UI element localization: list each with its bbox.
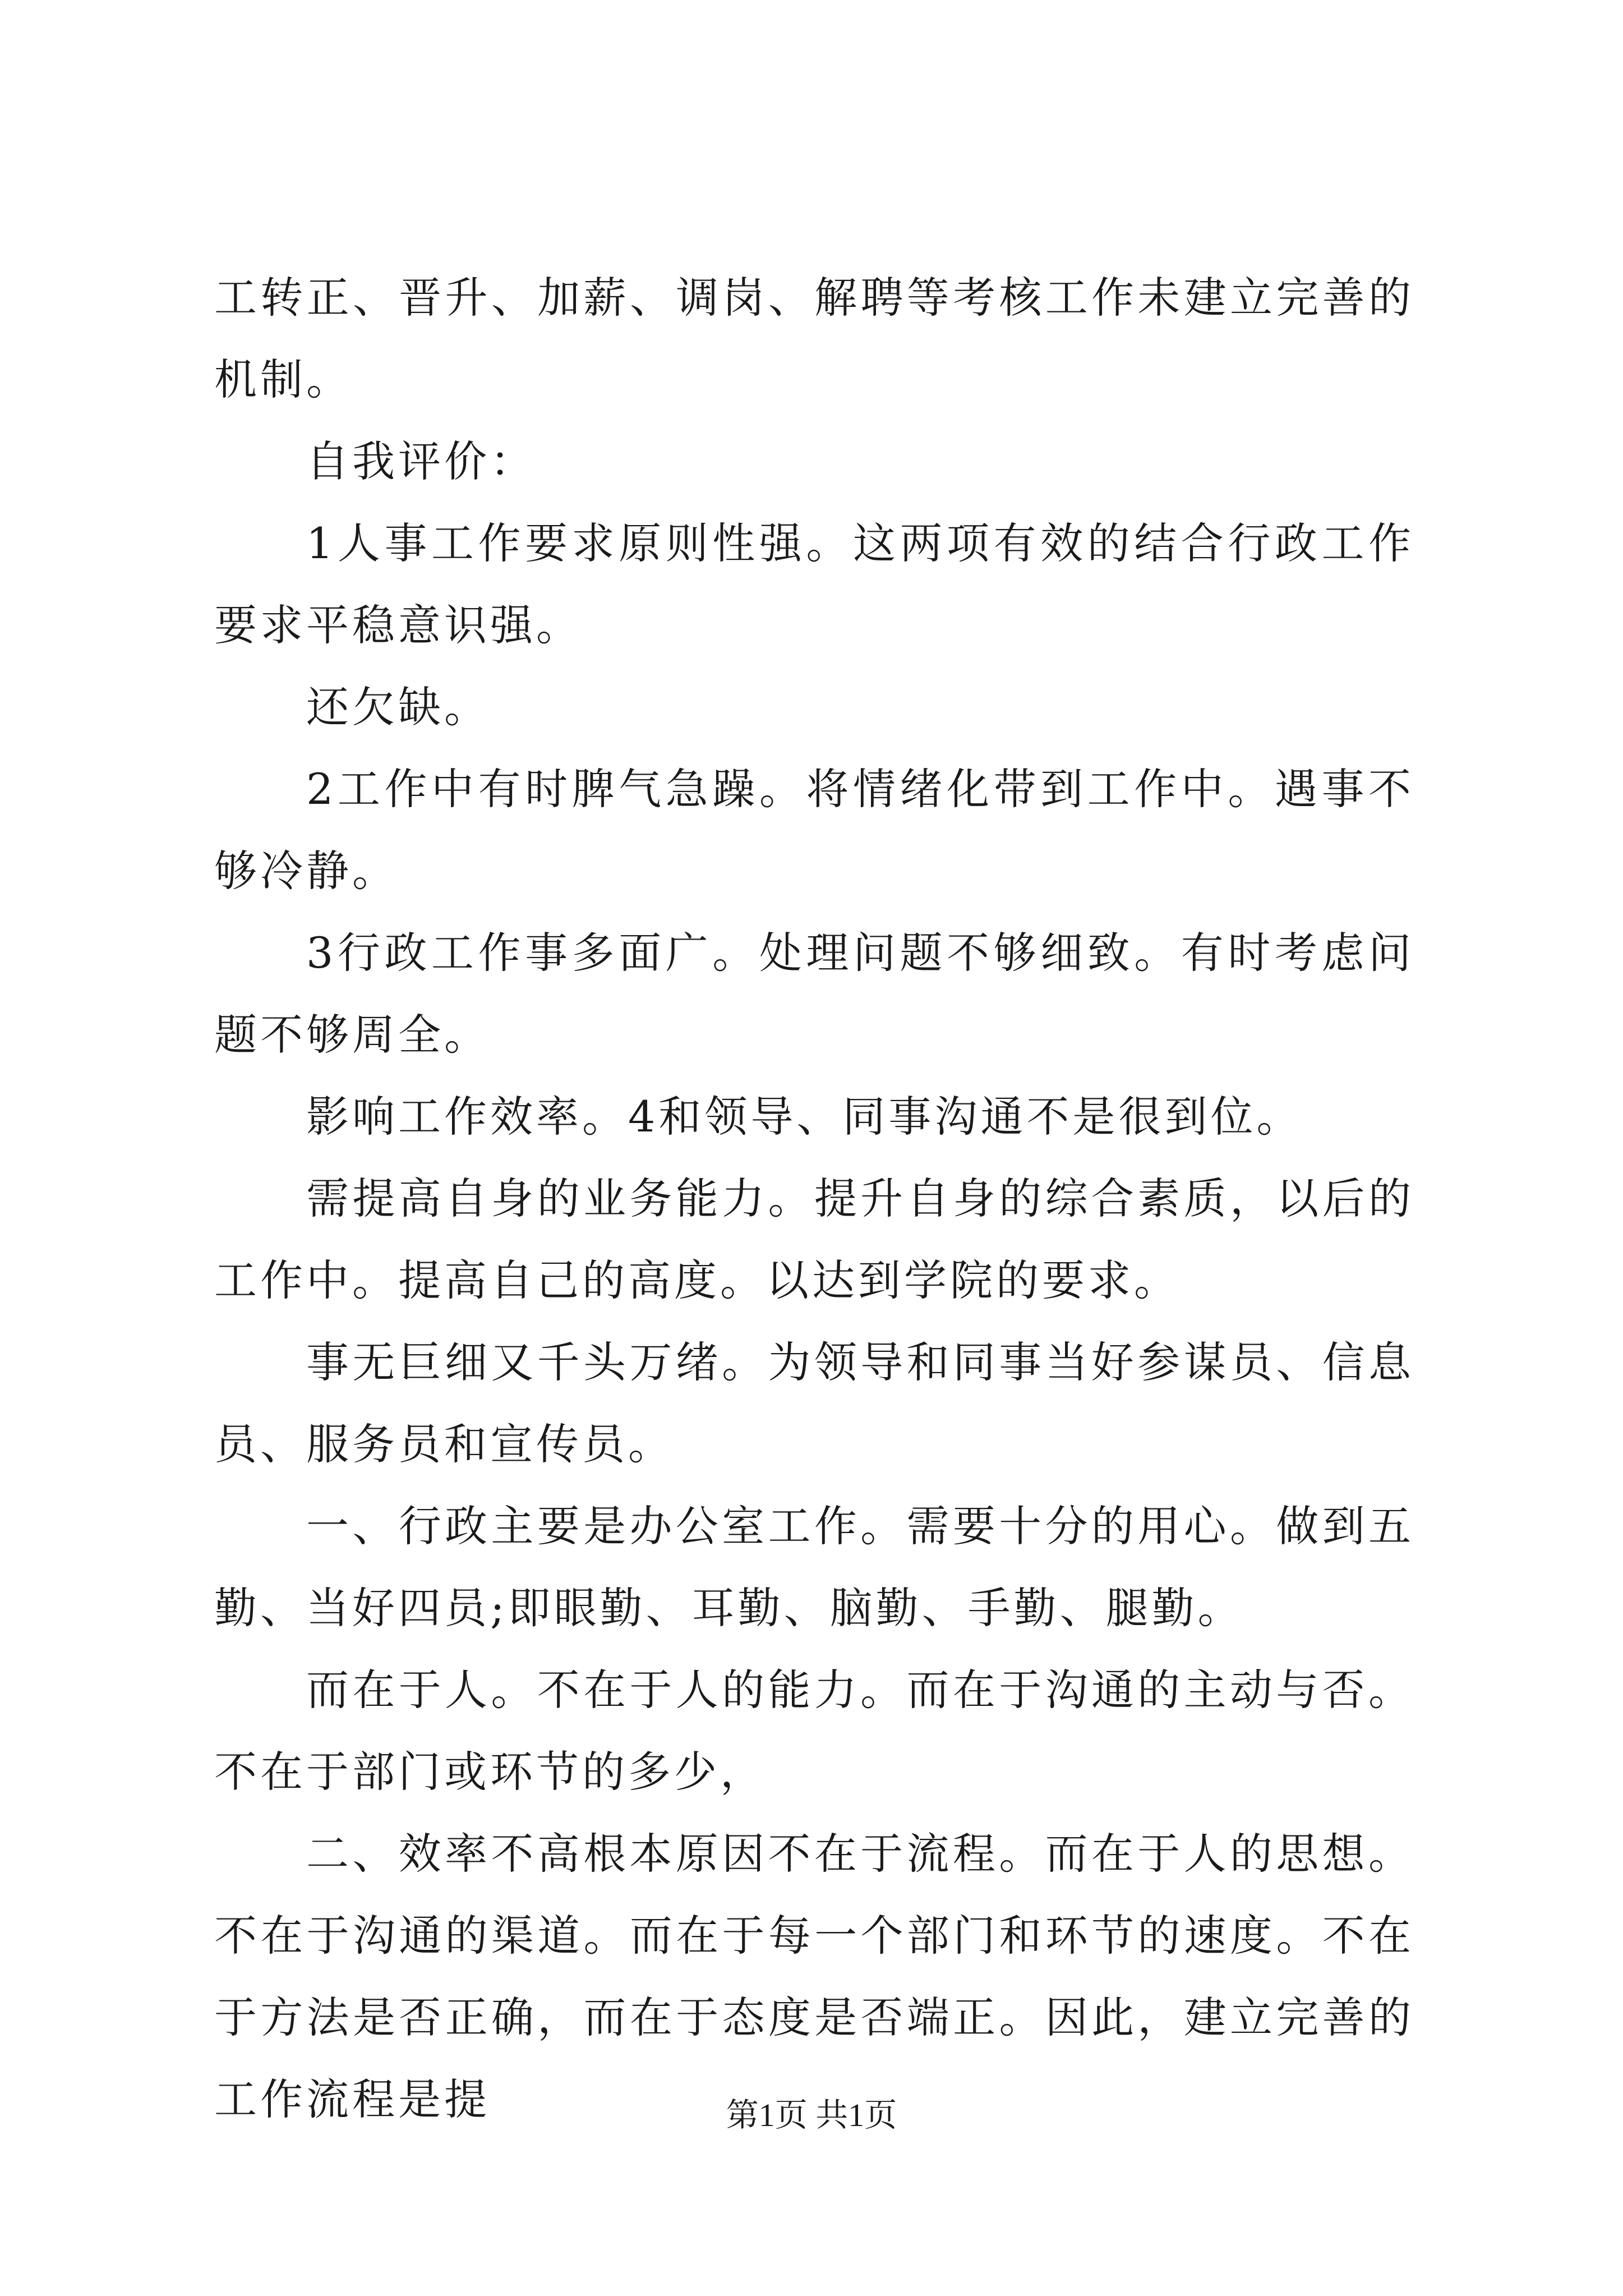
page-footer: 第1页 共1页 [726, 2097, 897, 2133]
paragraph: 还欠缺。 [306, 682, 490, 732]
paragraph: 影响工作效率。4和领导、同事沟通不是很到位。 [306, 1092, 1303, 1142]
paragraph: 二、效率不高根本原因不在于流程。而在于人的思想。不在于沟通的渠道。而在于每一个部门和环节的速度。不在于方法是否正确，而在于态度是否端正。因此，建立完善的工作流程是提 [214, 1829, 1414, 2124]
paragraph: 事无巨细又千头万绪。为领导和同事当好参谋员、信息员、服务员和宣传员。 [214, 1337, 1414, 1469]
paragraph: 2工作中有时脾气急躁。将情绪化带到工作中。遇事不够冷静。 [214, 764, 1414, 896]
document-body [214, 257, 1414, 2141]
paragraph: 工转正、晋升、加薪、调岗、解聘等考核工作未建立完善的机制。 [214, 273, 1414, 404]
paragraph: 1人事工作要求原则性强。这两项有效的结合行政工作要求平稳意识强。 [214, 518, 1414, 650]
paragraph: 自我评价： [306, 436, 536, 486]
paragraph: 需提高自身的业务能力。提升自身的综合素质，以后的工作中。提高自己的高度。以达到学院的要求。 [214, 1174, 1414, 1305]
paragraph: 一、行政主要是办公室工作。需要十分的用心。做到五勤、当好四员;即眼勤、耳勤、脑勤、手勤、腿勤。 [214, 1501, 1414, 1633]
paragraph: 3行政工作事多面广。处理问题不够细致。有时考虑问题不够周全。 [214, 928, 1414, 1060]
paragraph: 而在于人。不在于人的能力。而在于沟通的主动与否。不在于部门或环节的多少， [214, 1665, 1414, 1797]
